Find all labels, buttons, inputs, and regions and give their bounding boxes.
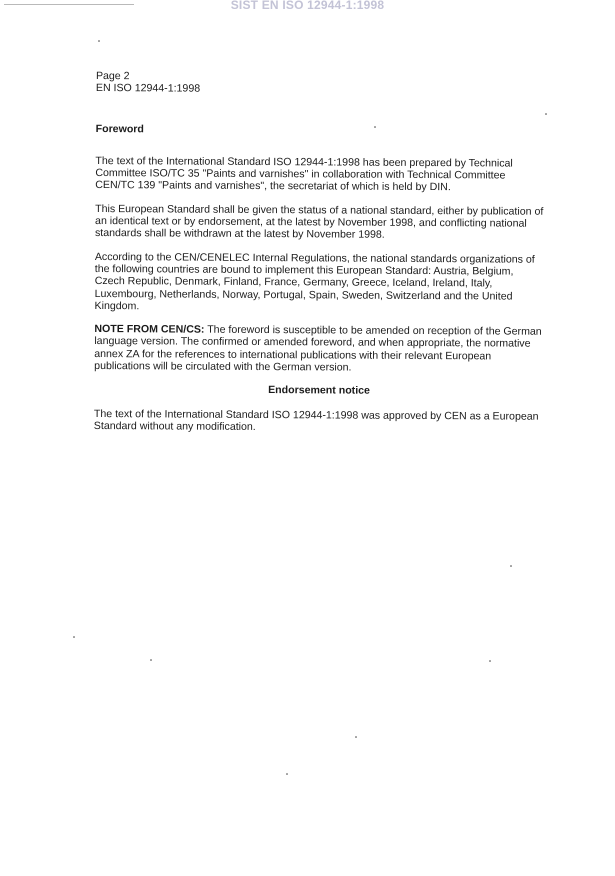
foreword-heading: Foreword <box>95 122 144 135</box>
scan-speck <box>150 659 152 661</box>
scan-speck <box>489 660 491 662</box>
page-number: Page 2 <box>95 70 130 83</box>
cen-note-text: The foreword is susceptible to be amended on reception of the German language version. The confirmed or amended foreword, and when appropriate, the normative annex ZA for the references to international publications with their relevant European publications will be circulated with the German version. <box>94 323 542 374</box>
scan-speck <box>73 636 75 638</box>
scan-speck <box>374 126 376 128</box>
scan-speck <box>286 773 288 775</box>
cen-note <box>94 323 544 375</box>
endorsement-heading: Endorsement notice <box>268 384 371 398</box>
document-id: EN ISO 12944-1:1998 <box>95 82 201 95</box>
document-page <box>94 70 546 446</box>
endorsement-text: The text of the International Standard ISO 12944-1:1998 was approved by CEN as a European Standard without any modification. <box>93 407 539 433</box>
scan-speck <box>98 40 100 42</box>
scan-speck <box>355 736 357 738</box>
cen-note-label: NOTE FROM CEN/CS: <box>94 323 205 336</box>
foreword-paragraph: The text of the International Standard ISO 12944-1:1998 has been prepared by Technical Committee ISO/TC 35 "Paints and varnishes" in collaboration with Technical Committee CEN/TC 139 "Paints and varnishes", the secretariat of which is held by DIN. <box>95 154 513 194</box>
foreword-paragraph: This European Standard shall be given the status of a national standard, either by publication of an identical text or by endorsement, at the latest by November 1998, and conflicting national standards shall be withdrawn at the latest by November 1998. <box>94 202 544 242</box>
watermark: SIST EN ISO 12944-1:1998 <box>230 0 385 12</box>
scan-speck <box>545 113 547 115</box>
scan-artifact-line <box>4 4 134 5</box>
foreword-paragraph: According to the CEN/CENELEC Internal Regulations, the national standards organizations of the following countries are bound to implement this European Standard: Austria, Belgium, Czech Republic, Denmark, Finland, France, Germany, Greece, Iceland, Ireland, Italy, Luxembourg, Netherlands, Norway, Portugal, Spain, Sweden, Switzerland and the United Kingdom. <box>94 250 535 313</box>
scan-speck <box>510 565 512 567</box>
